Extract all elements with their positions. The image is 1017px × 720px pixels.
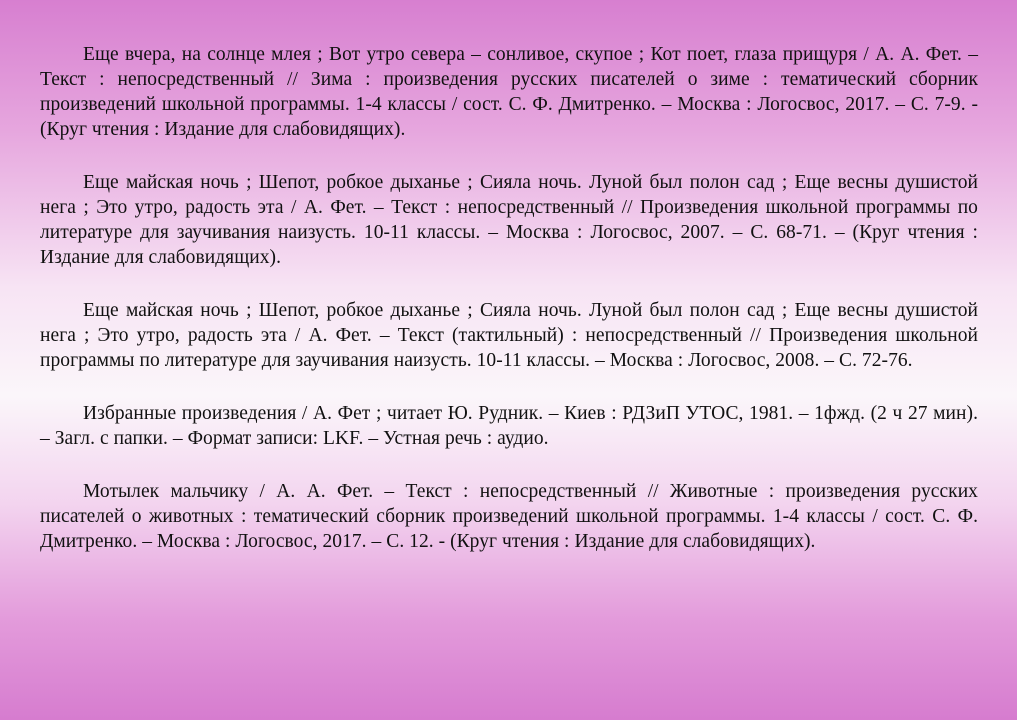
bibliography-entry: Мотылек мальчику / А. А. Фет. – Текст : непосредственный // Животные : произведения русских писателей о животных : тематический сборник произведений школьной программы. 1-4 классы / сост. С. Ф. Дмитренко. – Москва : Логосвос, 2017. – С. 12. - (Круг чтения : Издание для слабовидящих). [40, 481, 978, 552]
bibliography-entry: Избранные произведения / А. Фет ; читает Ю. Рудник. – Киев : РДЗиП УТОС, 1981. – 1фжд. (2 ч 27 мин). – Загл. с папки. – Формат записи: LKF. – Устная речь : аудио. [40, 403, 978, 449]
bibliography-entry: Еще вчера, на солнце млея ; Вот утро севера – сонливое, скупое ; Кот поет, глаза прищуря / А. А. Фет. – Текст : непосредственный // Зима : произведения русских писателей о зиме : тематический сборник произведений школьной программы. 1-4 классы / сост. С. Ф. Дмитренко. – Москва : Логосвос, 2017. – С. 7-9. - (Круг чтения : Издание для слабовидящих). [40, 44, 978, 140]
bibliography-entry: Еще майская ночь ; Шепот, робкое дыханье ; Сияла ночь. Луной был полон сад ; Еще весны душистой нега ; Это утро, радость эта / А. Фет. – Текст : непосредственный // Произведения школьной программы по литературе для заучивания наизусть. 10-11 классы. – Москва : Логосвос, 2007. – С. 68-71. – (Круг чтения : Издание для слабовидящих). [40, 172, 978, 268]
bibliography-list [40, 42, 978, 582]
bibliography-entry: Еще майская ночь ; Шепот, робкое дыханье ; Сияла ночь. Луной был полон сад ; Еще весны душистой нега ; Это утро, радость эта / А. Фет. – Текст (тактильный) : непосредственный // Произведения школьной программы по литературе для заучивания наизусть. 10-11 классы. – Москва : Логосвос, 2008. – С. 72-76. [40, 300, 978, 371]
